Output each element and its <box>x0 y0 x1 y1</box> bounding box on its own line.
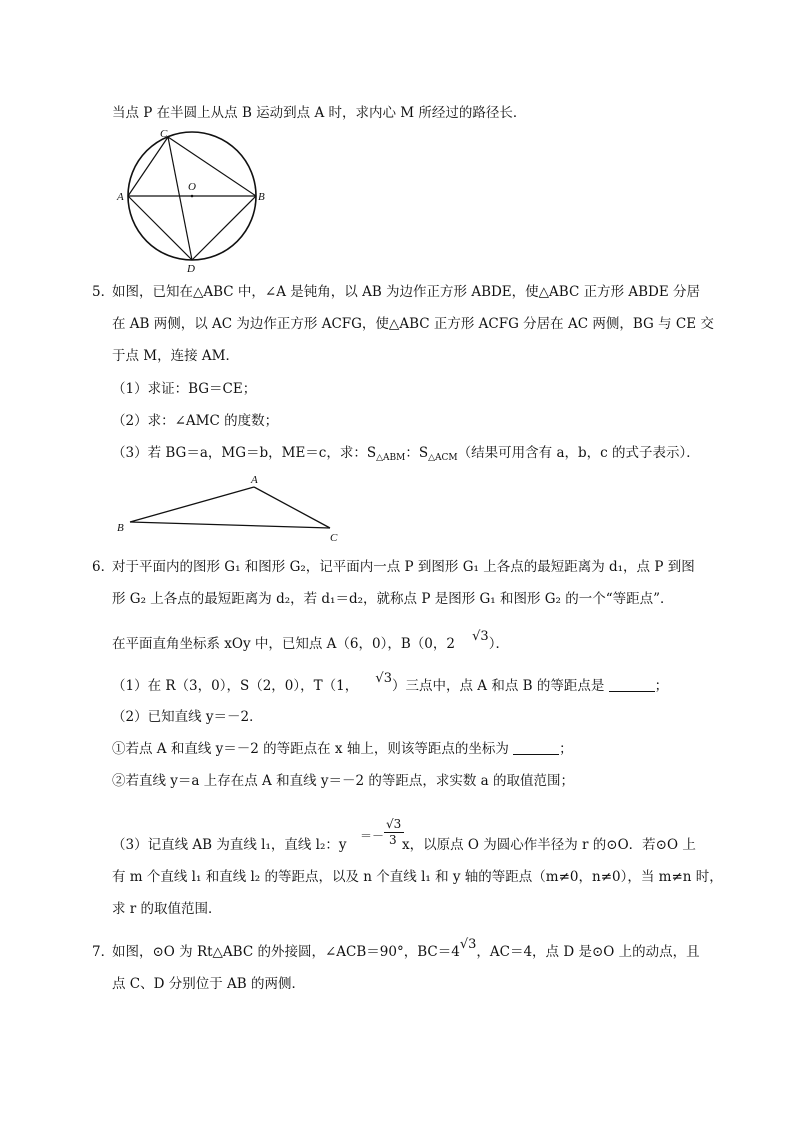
label-O: O <box>188 181 196 193</box>
label-C: C <box>160 128 168 140</box>
q6-part3-d: 求 r 的取值范围． <box>112 901 222 917</box>
circle-figure <box>112 126 272 276</box>
q5-line2: 在 AB 两侧，以 AC 为边作正方形 ACFG，使△ABC 正方形 ACFG 分居在 AC 两侧，BG 与 CE 交 <box>112 316 714 332</box>
q6-part3-b: x，以原点 O 为圆心作半径为 r 的⊙O．若⊙O 上 <box>402 837 696 853</box>
q6-cond1-b: ； <box>559 741 573 757</box>
q5-line3: 于点 M，连接 AM． <box>112 348 239 364</box>
answer-blank-2 <box>513 742 559 755</box>
q5-part2: （2）求：∠AMC 的度数； <box>112 413 279 429</box>
label-A: A <box>117 191 124 203</box>
answer-blank-1 <box>609 679 655 692</box>
q6-line3-b: ）． <box>488 636 509 652</box>
q6-line3-a: 在平面直角坐标系 xOy 中，已知点 A（6，0），B（0，2 <box>112 636 455 652</box>
sqrt-three: √3 <box>472 629 489 644</box>
q5-sub-acm: △ACM <box>428 453 458 463</box>
q5-part3 <box>112 444 700 462</box>
frac-den: 3 <box>389 833 397 847</box>
q6-number: 6． <box>92 559 115 575</box>
q5-part3-a: （3）若 BG＝a，MG＝b，ME＝c，求：S <box>112 445 377 461</box>
q6-part2: （2）已知直线 y＝－2． <box>112 709 263 725</box>
q5-line1: 如图，已知在△ABC 中，∠A 是钝角，以 AB 为边作正方形 ABDE，使△ABC 正方形 ABDE 分居 <box>112 284 701 300</box>
q5-part1: （1）求证：BG＝CE； <box>112 381 257 397</box>
tri-label-A: A <box>251 474 258 486</box>
q6-part1-b: ）三点中，点 A 和点 B 的等距点是 <box>391 678 605 694</box>
q7-line1 <box>112 937 700 962</box>
q5-part3-b: （结果可用含有 a，b，c 的式子表示）． <box>457 445 700 461</box>
q6-part1-a: （1）在 R（3，0），S（2，0），T（1， <box>112 678 359 694</box>
q5-sub-abm: △ABM <box>376 453 406 463</box>
q6-part3-a: （3）记直线 AB 为直线 l₁，直线 l₂：y <box>112 837 347 853</box>
sqrt-three: √3 <box>459 937 477 952</box>
q6-cond1 <box>112 740 573 758</box>
q6-part3-c: 有 m 个直线 l₁ 和直线 l₂ 的等距点，以及 n 个直线 l₁ 和 y 轴的等距点（m≠0，n≠0），当 m≠n 时， <box>112 869 723 885</box>
q6-cond1-a: ①若点 A 和直线 y＝－2 的等距点在 x 轴上，则该等距点的坐标为 <box>112 741 509 757</box>
q5-number: 5． <box>92 284 115 300</box>
q6-cond2: ②若直线 y＝a 上存在点 A 和直线 y＝－2 的等距点，求实数 a 的取值范围； <box>112 773 575 789</box>
label-B: B <box>258 191 265 203</box>
sqrt-three: √3 <box>375 671 392 686</box>
q6-line1: 对于平面内的图形 G₁ 和图形 G₂，记平面内一点 P 到图形 G₁ 上各点的最短距离为 d₁，点 P 到图 <box>112 559 695 575</box>
q6-part1-c: ； <box>654 678 669 694</box>
q6-line2: 形 G₂ 上各点的最短距离为 d₂，若 d₁＝d₂，就称点 P 是图形 G₁ 和图形 G₂ 的一个“等距点”． <box>112 591 674 607</box>
frac-eq: ＝－ <box>360 829 385 843</box>
triangle-figure <box>112 470 352 546</box>
q5-part3-mid: ：S <box>405 445 429 461</box>
label-D: D <box>187 263 195 275</box>
q7-line1-a: 如图，⊙O 为 Rt△ABC 的外接圆，∠ACB＝90°，BC＝4 <box>112 944 460 960</box>
tri-label-C: C <box>330 532 338 544</box>
q6-line3 <box>112 629 509 654</box>
q6-part1 <box>112 671 669 696</box>
q7-line2: 点 C、D 分别位于 AB 的两侧． <box>112 976 305 992</box>
frac-num: √3 <box>386 817 402 831</box>
q7-line1-b: ，AC＝4，点 D 是⊙O 上的动点，且 <box>476 944 700 960</box>
intro-text: 当点 P 在半圆上从点 B 运动到点 A 时，求内心 M 所经过的路径长． <box>112 105 527 121</box>
tri-label-B: B <box>117 522 124 534</box>
q7-number: 7． <box>92 944 115 960</box>
